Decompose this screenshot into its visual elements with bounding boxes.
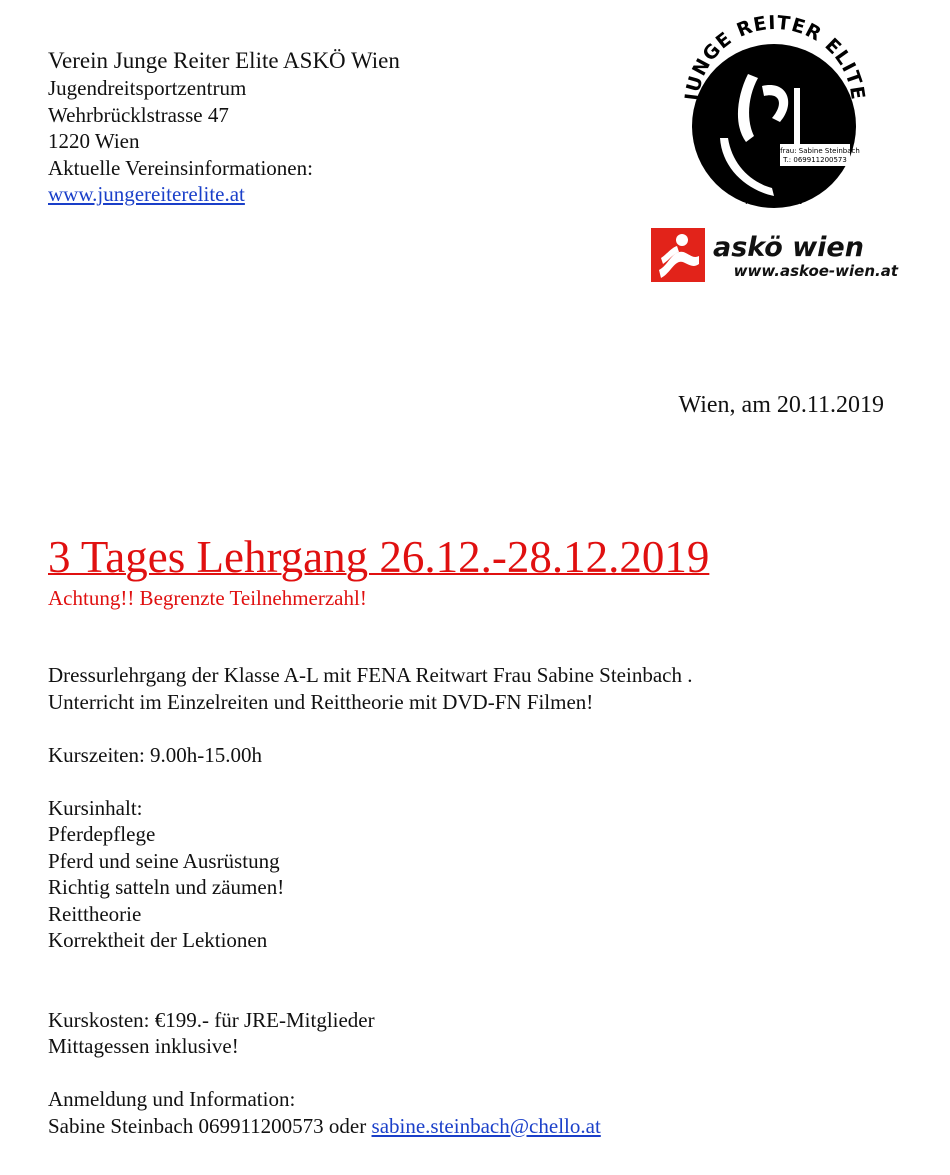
contact-line (48, 1113, 692, 1140)
registration-label: Anmeldung und Information: (48, 1087, 296, 1111)
participant-warning: Achtung!! Begrenzte Teilnehmerzahl! (48, 586, 367, 610)
course-times: Kurszeiten: 9.00h-15.00h (48, 742, 263, 767)
club-logo-contact-phone: T.: 069911200573 (783, 156, 847, 164)
description-line: Unterricht im Einzelreiten und Reittheorie mit DVD-FN Filmen! (48, 689, 594, 714)
course-details (48, 662, 692, 1139)
course-costs: Kurskosten: €199.- für JRE-Mitglieder (48, 1007, 375, 1032)
askoe-logo-name: askö wien (713, 232, 864, 263)
club-location: Jugendreitsportzentrum (48, 76, 247, 100)
date-line: Wien, am 20.11.2019 (678, 392, 884, 418)
club-city: 1220 Wien (48, 129, 140, 153)
content-item: Korrektheit der Lektionen (48, 928, 268, 952)
description-line: Dressurlehrgang der Klasse A-L mit FENA Reitwart Frau Sabine Steinbach . (48, 663, 693, 687)
course-heading: 3 Tages Lehrgang 26.12.-28.12.2019 (48, 532, 710, 582)
club-logo (676, 8, 872, 210)
content-item: Pferd und seine Ausrüstung (48, 848, 280, 873)
contact-prefix: Sabine Steinbach 069911200573 oder (48, 1113, 372, 1138)
content-item: Reittheorie (48, 901, 142, 926)
email-link[interactable]: sabine.steinbach@chello.at (371, 1113, 601, 1138)
content-item: Pferdepflege (48, 822, 156, 846)
club-street: Wehrbrücklstrasse 47 (48, 102, 229, 127)
club-logo-bottom-text: ASKÖ WIEN (745, 196, 803, 207)
club-name: Verein Junge Reiter Elite ASKÖ Wien (48, 48, 400, 73)
club-logo-contact-name: Obfrau: Sabine Steinbach (770, 147, 860, 155)
askoe-logo-url: www.askoe-wien.at (733, 262, 898, 280)
content-item: Richtig satteln und zäumen! (48, 875, 285, 899)
askoe-logo (651, 226, 903, 284)
info-label: Aktuelle Vereinsinformationen: (48, 155, 313, 180)
lunch-info: Mittagessen inklusive! (48, 1034, 239, 1058)
club-logo-arc-text: JUNGE REITER ELITE (681, 11, 869, 102)
sender-address (48, 47, 400, 208)
website-link[interactable]: www.jungereiterelite.at (48, 182, 245, 206)
content-label: Kursinhalt: (48, 795, 143, 820)
